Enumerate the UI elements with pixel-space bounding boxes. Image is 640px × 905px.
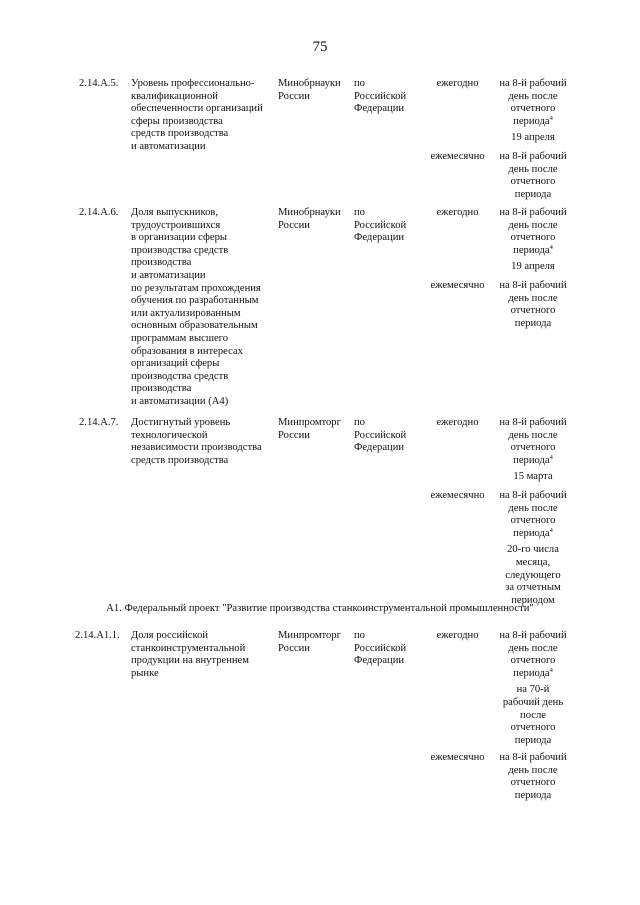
deadline: на 8-й рабочий день после отчетного периода	[499, 280, 567, 329]
frequency-label: ежемесячно	[430, 151, 485, 162]
deadline: на 8-й рабочий день после отчетного периода	[499, 151, 567, 200]
footnote-mark: 4	[549, 453, 553, 461]
deadline-list	[492, 78, 574, 149]
frequency-label: ежемесячно	[430, 280, 485, 291]
indicator-name: Доля российской станкоинструментальной продукции на внутреннем рынке	[131, 630, 249, 679]
indicator-code: 2.14.А1.1.	[75, 630, 120, 641]
indicator-code: 2.14.А.7.	[79, 417, 119, 428]
deadline-list	[492, 417, 574, 488]
indicator-code: 2.14.А.5.	[79, 78, 119, 89]
deadline: на 70-й рабочий день после отчетного периода	[502, 684, 564, 746]
indicator-name: Уровень профессионально- квалификационной обеспеченности организаций сферы производства средств производства и автоматизации	[131, 78, 263, 152]
territorial-level: по Российской Федерации	[354, 207, 407, 244]
deadline: на 8-й рабочий день после отчетного периода$^4$	[499, 417, 567, 466]
responsible-agency: Минобрнауки России	[278, 78, 341, 102]
frequency-label: ежемесячно	[430, 490, 485, 501]
responsible-agency: Минпромторг России	[278, 630, 341, 654]
deadline: на 8-й рабочий день после отчетного периода$^4$	[499, 630, 567, 679]
deadline-list	[492, 490, 574, 611]
frequency-label: ежегодно	[436, 78, 479, 89]
frequency-label: ежегодно	[436, 207, 479, 218]
deadline-list	[492, 207, 574, 278]
territorial-level: по Российской Федерации	[354, 78, 407, 115]
responsible-agency: Минпромторг России	[278, 417, 341, 441]
deadline-list	[492, 630, 574, 751]
indicator-name: Доля выпускников, трудоустроившихся в организации сферы производства средств производства и автоматизации по результатам прохождения обучения по разработанным или актуализированным основным образовательным программам высшего образования в интересах организаций сферы производства средств производства и автоматизации (А4)	[131, 207, 261, 407]
territorial-level: по Российской Федерации	[354, 630, 407, 667]
deadline-list	[492, 151, 574, 205]
deadline-list	[492, 752, 574, 806]
deadline: 20-го числа месяца, следующего за отчетным периодом	[505, 544, 561, 606]
frequency-label: ежемесячно	[430, 752, 485, 763]
deadline: 19 апреля	[511, 132, 555, 144]
page-number: 75	[312, 39, 328, 55]
footnote-mark: 4	[549, 666, 553, 674]
footnote-mark: 4	[549, 526, 553, 534]
frequency-label: ежегодно	[436, 630, 479, 641]
deadline-list	[492, 280, 574, 334]
indicator-name: Достигнутый уровень технологической независимости производства средств производства	[131, 417, 262, 466]
deadline: на 8-й рабочий день после отчетного периода$^4$	[499, 207, 567, 256]
deadline: на 8-й рабочий день после отчетного периода$^4$	[499, 78, 567, 127]
section-title: А1. Федеральный проект "Развитие производства станкоинструментальной промышленности"	[106, 603, 534, 614]
footnote-mark: 4	[549, 243, 553, 251]
deadline: 19 апреля	[511, 261, 555, 273]
indicator-code: 2.14.А.6.	[79, 207, 119, 218]
deadline: 15 марта	[513, 471, 553, 483]
footnote-mark: 4	[549, 114, 553, 122]
responsible-agency: Минобрнауки России	[278, 207, 341, 231]
deadline: на 8-й рабочий день после отчетного периода	[499, 752, 567, 801]
territorial-level: по Российской Федерации	[354, 417, 407, 454]
frequency-label: ежегодно	[436, 417, 479, 428]
deadline: на 8-й рабочий день после отчетного периода$^4$	[499, 490, 567, 539]
